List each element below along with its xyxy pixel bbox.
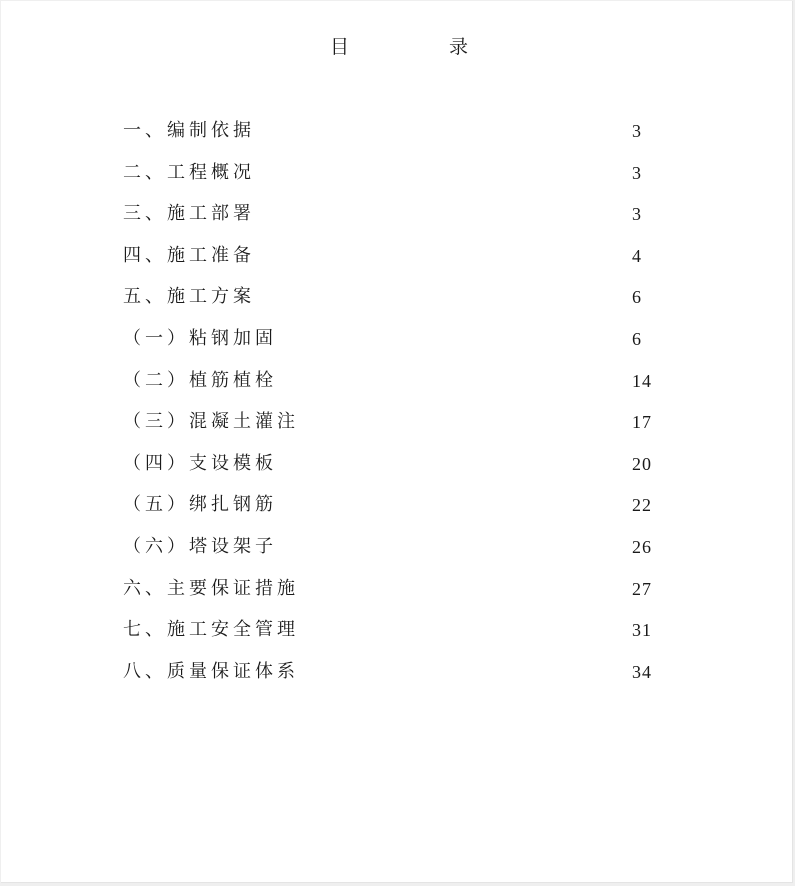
toc-entry[interactable]	[1, 491, 792, 521]
toc-entry-label: （四）支设模板	[123, 452, 277, 474]
toc-entry[interactable]	[1, 575, 792, 605]
toc-entry-label: （一）粘钢加固	[123, 328, 277, 349]
toc-entry-page: 3	[632, 204, 642, 225]
toc-entry-page: 34	[632, 661, 652, 682]
toc-entry[interactable]	[1, 159, 792, 189]
toc-entry-label: 一、编制依据	[123, 120, 255, 141]
toc-entry-page: 17	[632, 412, 652, 433]
toc-entry-page: 3	[632, 162, 642, 183]
document-page	[1, 1, 793, 883]
toc-title-char-2: 录	[449, 36, 469, 58]
toc-entry[interactable]	[1, 200, 792, 230]
toc-entry-label: 五、施工方案	[123, 286, 255, 308]
toc-entry-label: （六）塔设架子	[123, 536, 277, 557]
toc-entry-page: 26	[632, 537, 652, 557]
toc-entry-label: 四、施工准备	[123, 244, 255, 266]
toc-entry-page: 31	[632, 620, 652, 641]
toc-entry-page: 22	[632, 495, 652, 516]
toc-entry[interactable]	[1, 242, 792, 272]
toc-entry[interactable]	[1, 117, 792, 147]
toc-entry-page: 6	[632, 287, 642, 308]
toc-entry-page: 3	[632, 121, 642, 141]
toc-entry-page: 4	[632, 245, 642, 266]
toc-entry[interactable]	[1, 616, 792, 646]
toc-entry-label: （三）混凝土灌注	[123, 411, 299, 433]
toc-entry[interactable]	[1, 450, 792, 480]
toc-entry-label: 七、施工安全管理	[123, 619, 299, 641]
toc-entry[interactable]	[1, 367, 792, 397]
toc-entry-page: 20	[632, 453, 652, 474]
toc-entry-page: 27	[632, 578, 652, 599]
toc-entry[interactable]	[1, 283, 792, 313]
toc-list	[1, 117, 792, 717]
toc-entry-label: （二）植筋植栓	[123, 369, 277, 391]
toc-entry-page: 6	[632, 329, 642, 349]
toc-entry-label: 八、质量保证体系	[123, 660, 299, 682]
toc-title	[1, 34, 792, 64]
toc-entry-page: 14	[632, 370, 652, 391]
toc-title-char-1: 目	[330, 36, 350, 58]
toc-entry[interactable]	[1, 533, 792, 563]
toc-entry-label: （五）绑扎钢筋	[123, 494, 277, 516]
toc-entry[interactable]	[1, 408, 792, 438]
toc-entry-label: 六、主要保证措施	[123, 577, 299, 599]
toc-entry[interactable]	[1, 325, 792, 355]
toc-entry[interactable]	[1, 658, 792, 688]
toc-entry-label: 二、工程概况	[123, 161, 255, 183]
toc-entry-label: 三、施工部署	[123, 203, 255, 225]
